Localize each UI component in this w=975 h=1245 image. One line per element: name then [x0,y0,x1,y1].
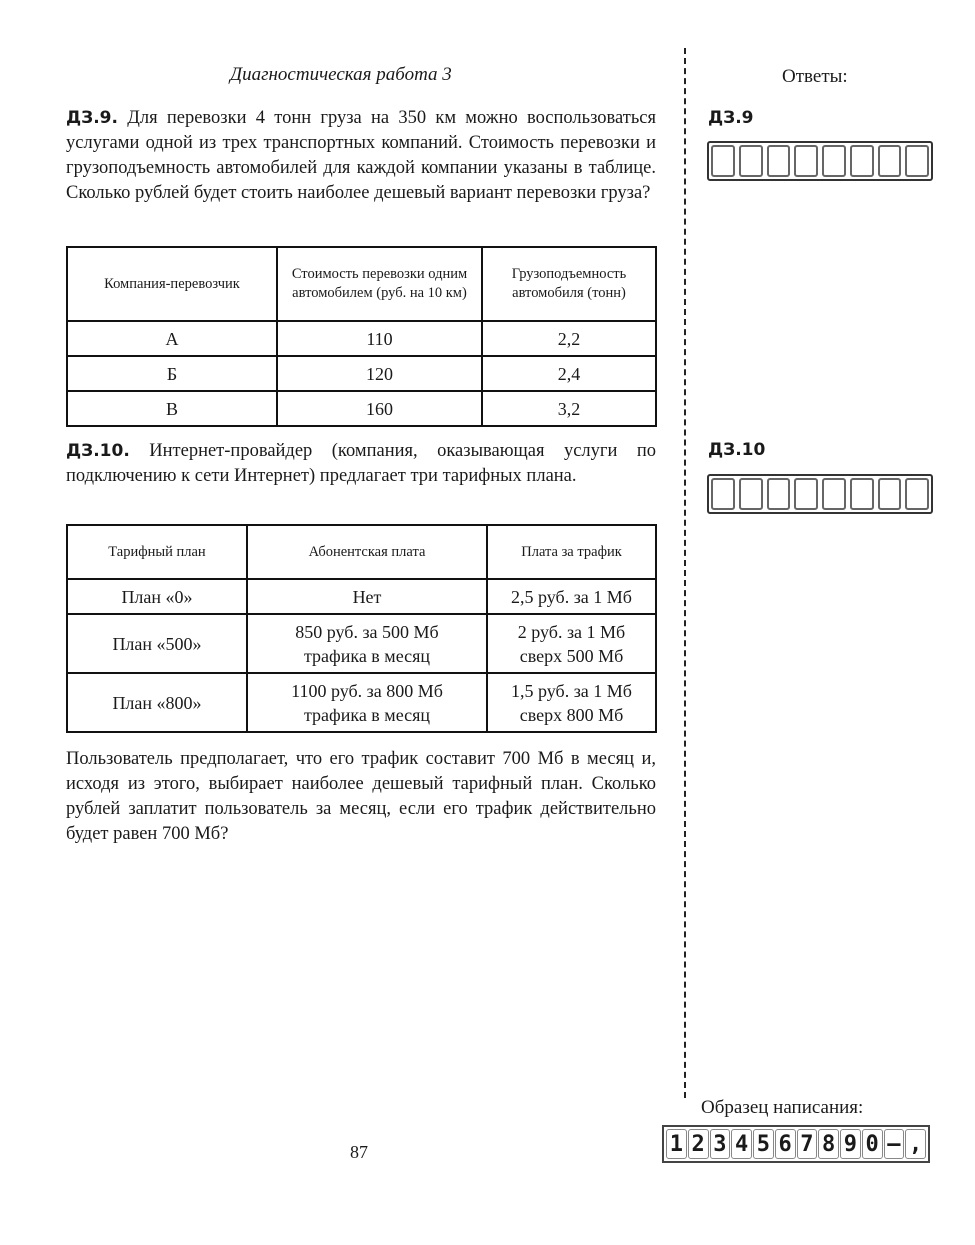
sample-char: 2 [688,1129,709,1159]
problem-10-table [66,524,657,733]
sample-char: 7 [797,1129,818,1159]
table-cell: Нет [247,579,487,614]
page-number: 87 [350,1142,368,1162]
problem-10-text: Интернет-провайдер (компания, оказывающая услуги по подключению к сети Интернет) предлагает три тарифных плана. [66,441,656,486]
table-cell: 3,2 [482,391,656,426]
sample-char: 4 [731,1129,752,1159]
table-cell: В [67,391,277,426]
answer-cell[interactable] [850,145,874,177]
sample-char: 8 [818,1129,839,1159]
sample-char: – [884,1129,905,1159]
answer-cell[interactable] [739,145,763,177]
problem-9-text: Для перевозки 4 тонн груза на 350 км можно воспользоваться услугами одной из трех транспортных компаний. Стоимость перевозки и грузоподъемность автомобилей для каждой компании указаны в таблице. Сколько рублей будет стоить наиболее дешевый вариант перевозки груза? [66,108,657,203]
table-cell: 120 [277,356,482,391]
answer-cell[interactable] [739,478,763,510]
sample-char: , [905,1129,926,1159]
answer-boxes-10[interactable] [707,474,933,514]
answer-cell[interactable] [711,478,735,510]
sample-char: 1 [666,1129,687,1159]
sample-char: 6 [775,1129,796,1159]
table-cell: 2,2 [482,321,656,356]
problem-9-number: ДЗ.9. [66,108,118,128]
sample-char: 0 [862,1129,883,1159]
table-header: Компания-перевозчик [67,247,277,321]
table-cell: План «800» [67,673,247,732]
answer-cell[interactable] [794,145,818,177]
table-cell: План «0» [67,579,247,614]
dashed-divider [684,48,686,1098]
answer-label-10: ДЗ.10 [708,440,766,460]
answer-cell[interactable] [767,478,791,510]
table-cell: Б [67,356,277,391]
sample-char: 9 [840,1129,861,1159]
answer-cell[interactable] [794,478,818,510]
problem-9-table [66,246,657,427]
table-cell: 1100 руб. за 800 Мб трафика в месяц [247,673,487,732]
table-cell: 2 руб. за 1 Мб сверх 500 Мб [487,614,656,673]
table-cell: 850 руб. за 500 Мб трафика в месяц [247,614,487,673]
answer-cell[interactable] [822,145,846,177]
answer-cell[interactable] [878,145,902,177]
table-cell: 110 [277,321,482,356]
answer-cell[interactable] [711,145,735,177]
answer-cell[interactable] [850,478,874,510]
sample-char: 5 [753,1129,774,1159]
answer-cell[interactable] [905,145,929,177]
answer-label-9: ДЗ.9 [708,108,754,128]
answer-cell[interactable] [822,478,846,510]
answer-cell[interactable] [878,478,902,510]
problem-9 [66,106,656,206]
table-header: Стоимость перевозки одним автомобилем (руб. на 10 км) [277,247,482,321]
table-cell: 1,5 руб. за 1 Мб сверх 800 Мб [487,673,656,732]
table-header: Плата за трафик [487,525,656,579]
page-header-title: Диагностическая работа 3 [230,64,452,85]
table-cell: А [67,321,277,356]
table-cell: 2,5 руб. за 1 Мб [487,579,656,614]
table-header: Абонентская плата [247,525,487,579]
answers-heading: Ответы: [782,66,848,87]
problem-10-number: ДЗ.10. [66,441,130,461]
sample-writing-label: Образец написания: [701,1097,864,1118]
problem-10 [66,439,656,489]
answer-cell[interactable] [767,145,791,177]
answer-cell[interactable] [905,478,929,510]
table-cell: 2,4 [482,356,656,391]
table-cell: 160 [277,391,482,426]
table-header: Тарифный план [67,525,247,579]
problem-10-question: Пользователь предполагает, что его трафик составит 700 Мб в месяц и, исходя из этого, выбирает наиболее дешевый тарифный план. Сколько рублей заплатит пользователь за месяц, если его трафик действительно будет равен 700 Мб? [66,749,656,844]
sample-writing-row [662,1125,930,1163]
table-cell: План «500» [67,614,247,673]
sample-char: 3 [710,1129,731,1159]
table-header: Грузоподъемность автомобиля (тонн) [482,247,656,321]
answer-boxes-9[interactable] [707,141,933,181]
